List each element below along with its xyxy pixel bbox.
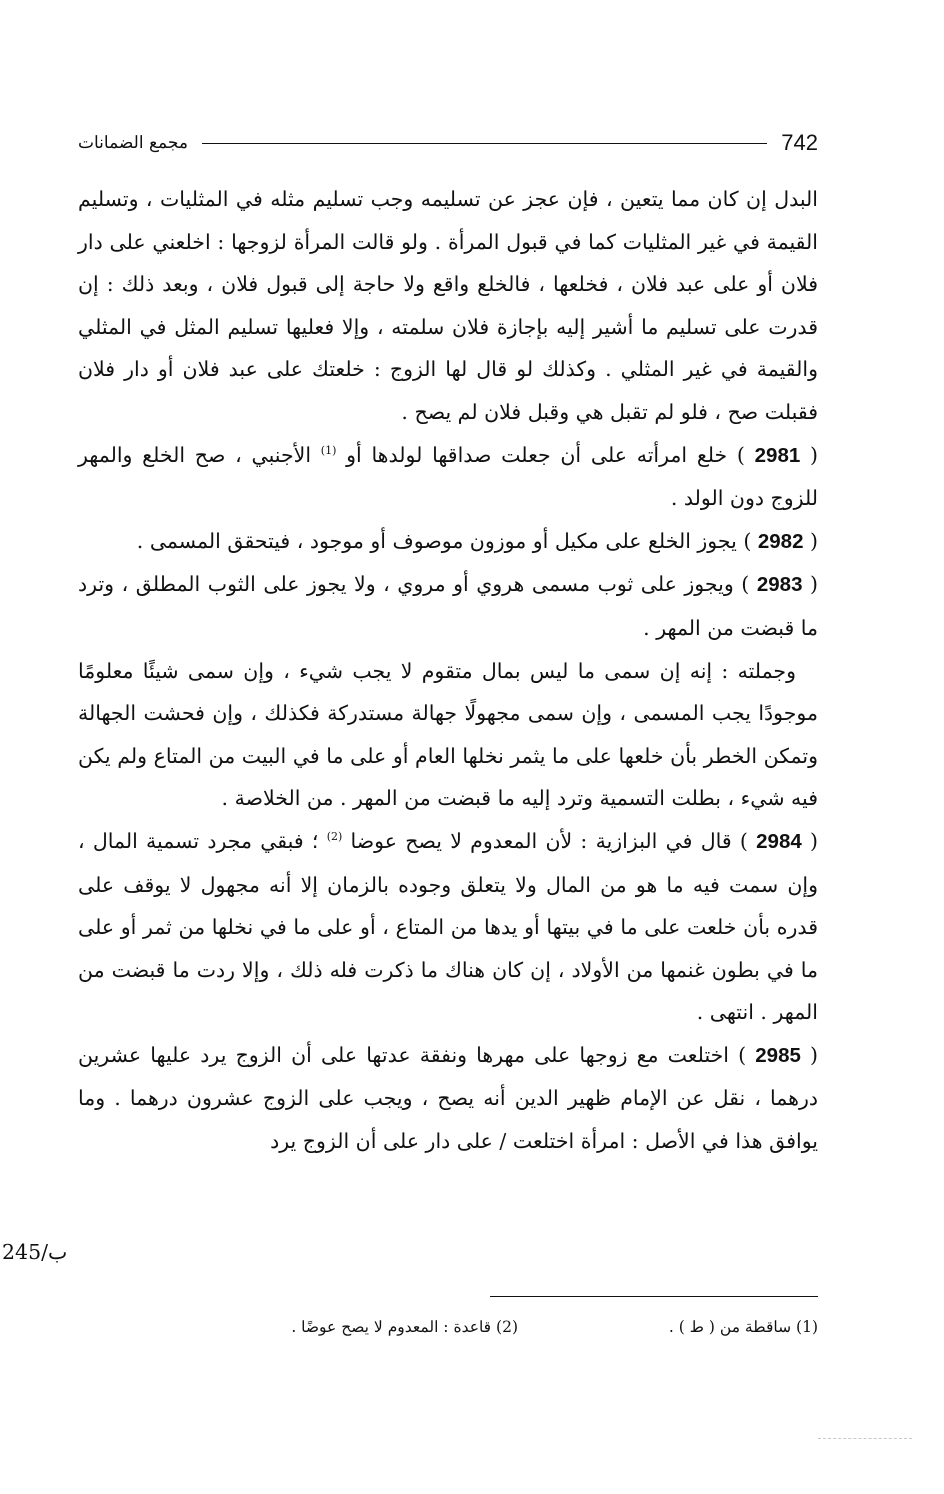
section-2982: ( 2982 ) يجوز الخلع على مكيل أو موزون موصوف أو موجود ، فيتحقق المسمى .: [136, 528, 818, 553]
section-2985: ( 2985 ) اختلعت مع زوجها على مهرها ونفقة عدتها على أن الزوج يرد عليها عشرين درهما ، نقل عن الإمام ظهير الدين أنه يصح ، ويجب على الزوج عشرون درهما . وما يوافق هذا في الأصل : امرأة اختلعت / على دار على أن الزوج يرد: [78, 1042, 818, 1154]
section-text: يجوز الخلع على مكيل أو موزون موصوف أو موجود ، فيتحقق المسمى .: [136, 528, 744, 553]
page-header: [78, 128, 818, 158]
footnote-ref[interactable]: (1): [320, 443, 337, 457]
section-number: 2981: [754, 443, 801, 467]
section-number: 2982: [757, 529, 804, 553]
section-text: ؛ فبقي مجرد تسمية المال ، وإن سمت فيه ما هو من المال ولا يتعلق وجوده بالزمان إلا أنه مجهول لا يوقف على قدره بأن خلعت على ما في بيتها أو يدها من المتاع ، أو على ما في نخلها من ثمر أو على ما في بطون غنمها من الأولاد ، إن كان هناك ما ذكرت فله ذلك ، وإلا ردت ما قبضت من المهر . انتهى .: [78, 828, 818, 1025]
section-text: خلع امرأته على أن جعلت صداقها لولدها أو: [336, 442, 737, 467]
section-text: اختلعت مع زوجها على مهرها ونفقة عدتها على أن الزوج يرد عليها عشرين درهما ، نقل عن الإمام ظهير الدين أنه يصح ، ويجب على الزوج عشرون درهما . وما يوافق هذا في الأصل : امرأة اختلعت / على دار على أن الزوج يرد: [78, 1042, 818, 1154]
paragraph-jumla: وجملته : إنه إن سمى ما ليس بمال متقوم لا يجب شيء ، وإن سمى شيئًا معلومًا موجودًا يجب المسمى ، وإن سمى مجهولًا جهالة مستدركة فكذلك ، وإن فحشت الجهالة وتمكن الخطر بأن خلعها على ما يثمر نخلها العام أو على ما في البيت من المتاع ولم يكن فيه شيء ، بطلت التسمية وترد إليه ما قبضت من المهر . من الخلاصة .: [78, 658, 818, 811]
section-2981: ( 2981 ) خلع امرأته على أن جعلت صداقها لولدها أو $^{(1)}$ الأجنبي ، صح الخلع والمهر للزوج دون الولد .: [78, 442, 818, 511]
section-text: قال في البزازية : لأن المعدوم لا يصح عوضا: [342, 828, 740, 853]
section-number: 2984: [756, 829, 802, 853]
footnote-2: (2) قاعدة : المعدوم لا يصح عوضًا .: [291, 1318, 518, 1336]
folio-marker: 245/ب: [2, 1240, 68, 1264]
footnote-1: (1) ساقطة من ( ط ) .: [668, 1318, 818, 1336]
scan-artifact: [818, 1438, 912, 1439]
running-title: مجمع الضمانات: [78, 133, 188, 153]
section-2984: ( 2984 ) قال في البزازية : لأن المعدوم لا يصح عوضا $^{(2)}$ ؛ فبقي مجرد تسمية المال ، وإن سمت فيه ما هو من المال ولا يتعلق وجوده بالزمان إلا أنه مجهول لا يوقف على قدره بأن خلعت على ما في بيتها أو يدها من المتاع ، أو على ما في نخلها من ثمر أو على ما في بطون غنمها من الأولاد ، إن كان هناك ما ذكرت فله ذلك ، وإلا ردت ما قبضت من المهر . انتهى .: [78, 828, 818, 1025]
body-text: [78, 178, 818, 1163]
header-rule: [202, 143, 767, 144]
section-2983: ( 2983 ) ويجوز على ثوب مسمى هروي أو مروي ، ولا يجوز على الثوب المطلق ، وترد ما قبضت من المهر .: [78, 572, 819, 640]
footnote-ref[interactable]: (2): [326, 830, 343, 844]
footnote-rule: [490, 1296, 818, 1297]
section-text: ويجوز على ثوب مسمى هروي أو مروي ، ولا يجوز على الثوب المطلق ، وترد ما قبضت من المهر .: [78, 572, 818, 640]
section-number: 2985: [755, 1043, 801, 1067]
section-text: الأجنبي ، صح الخلع والمهر للزوج دون الولد .: [78, 442, 818, 511]
footnotes: [78, 1318, 818, 1336]
page-number: 742: [781, 130, 818, 155]
paragraph-intro: البدل إن كان مما يتعين ، فإن عجز عن تسليمه وجب تسليم مثله في المثليات ، وتسليم القيمة في غير المثليات كما في قبول المرأة . ولو قالت المرأة لزوجها : اخلعني على دار فلان أو على عبد فلان ، فخلعها ، فالخلع واقع ولا حاجة إلى قبول فلان ، وبعد ذلك : إن قدرت على تسليم ما أشير إليه بإجازة فلان سلمته ، وإلا فعليها تسليم المثل في المثلي والقيمة في غير المثلي . وكذلك لو قال لها الزوج : خلعتك على عبد فلان أو دار فلان فقبلت صح ، فلو لم تقبل هي وقبل فلان لم يصح .: [78, 187, 818, 424]
section-number: 2983: [756, 573, 803, 597]
